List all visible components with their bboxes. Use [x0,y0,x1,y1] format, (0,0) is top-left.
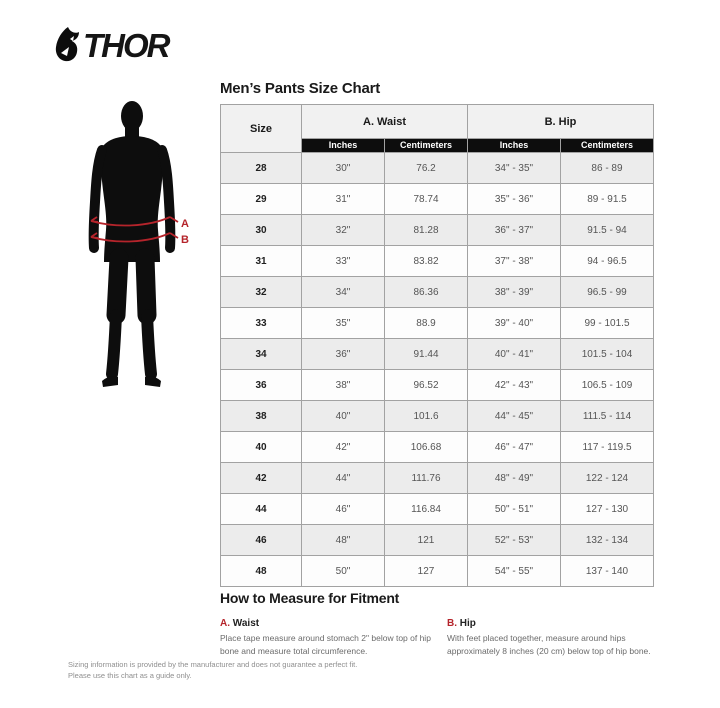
measure-desc-waist: Place tape measure around stomach 2" below top of hip bone and measure total circumference. [220,633,431,656]
waist-inches-cell: 30" [302,153,385,184]
size-chart-table [220,104,654,587]
waist-centimeters-cell: 76.2 [385,153,468,184]
size-cell: 31 [221,246,302,277]
hip-centimeters-cell: 96.5 - 99 [561,277,654,308]
hip-inches-cell: 37" - 38" [468,246,561,277]
hip-inches-cell: 36" - 37" [468,215,561,246]
waist-inches-cell: 44" [302,463,385,494]
size-cell: 32 [221,277,302,308]
hip-inches-cell: 40" - 41" [468,339,561,370]
how-to-measure-title: How to Measure for Fitment [220,590,400,606]
size-cell: 46 [221,525,302,556]
size-cell: 30 [221,215,302,246]
table-row [221,494,654,525]
hip-inches-cell: 52" - 53" [468,525,561,556]
hip-centimeters-cell: 94 - 96.5 [561,246,654,277]
measure-prefix-a: A. [220,618,230,629]
waist-inches-cell: 33" [302,246,385,277]
waist-inches-cell: 34" [302,277,385,308]
hip-centimeters-cell: 89 - 91.5 [561,184,654,215]
size-cell: 29 [221,184,302,215]
group-header-row [221,105,654,139]
male-silhouette-icon [88,100,200,394]
measure-name-hip: Hip [459,618,476,629]
size-cell: 40 [221,432,302,463]
size-column-header: Size [221,105,302,153]
waist-centimeters-cell: 88.9 [385,308,468,339]
measure-name-waist: Waist [232,618,260,629]
measurement-figure [88,100,200,394]
waist-inches-cell: 36" [302,339,385,370]
waist-centimeters-cell: 111.76 [385,463,468,494]
hip-centimeters-header: Centimeters [561,139,654,153]
size-cell: 34 [221,339,302,370]
hip-inches-cell: 38" - 39" [468,277,561,308]
hip-centimeters-cell: 122 - 124 [561,463,654,494]
hip-centimeters-cell: 111.5 - 114 [561,401,654,432]
waist-inches-cell: 32" [302,215,385,246]
waist-centimeters-cell: 96.52 [385,370,468,401]
hip-inches-cell: 50" - 51" [468,494,561,525]
how-to-measure-section [220,590,656,668]
waist-inches-cell: 42" [302,432,385,463]
size-cell: 48 [221,556,302,587]
waist-inches-cell: 50" [302,556,385,587]
hip-group-header: B. Hip [468,105,654,139]
waist-inches-cell: 38" [302,370,385,401]
size-cell: 33 [221,308,302,339]
measure-label-hip [447,618,665,629]
thor-logo-text: THOR [83,27,169,64]
table-row [221,184,654,215]
page-title: Men’s Pants Size Chart [220,80,381,97]
table-row [221,370,654,401]
sizing-disclaimer [68,660,388,682]
size-cell: 42 [221,463,302,494]
waist-centimeters-cell: 91.44 [385,339,468,370]
hip-inches-cell: 39" - 40" [468,308,561,339]
size-cell: 28 [221,153,302,184]
disclaimer-line-2: Please use this chart as a guide only. [68,670,192,680]
waist-inches-cell: 31" [302,184,385,215]
hip-inches-cell: 35" - 36" [468,184,561,215]
thor-logo-graphic [54,26,182,66]
measure-prefix-b: B. [447,618,457,629]
waist-inches-cell: 46" [302,494,385,525]
table-row [221,556,654,587]
size-chart-body [221,153,654,587]
waist-centimeters-cell: 78.74 [385,184,468,215]
waist-centimeters-cell: 86.36 [385,277,468,308]
size-cell: 38 [221,401,302,432]
hip-inches-cell: 48" - 49" [468,463,561,494]
table-row [221,215,654,246]
hip-centimeters-cell: 106.5 - 109 [561,370,654,401]
table-row [221,153,654,184]
hip-centimeters-cell: 91.5 - 94 [561,215,654,246]
waist-centimeters-cell: 127 [385,556,468,587]
measure-label-waist [220,618,438,629]
waist-inches-cell: 48" [302,525,385,556]
measure-item-waist [220,618,438,658]
hip-centimeters-cell: 132 - 134 [561,525,654,556]
hip-inches-cell: 34" - 35" [468,153,561,184]
figure-label-a: A [181,218,189,230]
table-row [221,308,654,339]
waist-centimeters-cell: 121 [385,525,468,556]
thor-logo [54,26,182,66]
hip-inches-cell: 46" - 47" [468,432,561,463]
thor-goat-head-icon [56,27,79,61]
size-cell: 44 [221,494,302,525]
waist-centimeters-cell: 116.84 [385,494,468,525]
waist-centimeters-cell: 81.28 [385,215,468,246]
waist-inches-cell: 35" [302,308,385,339]
size-chart [220,104,654,587]
waist-centimeters-cell: 101.6 [385,401,468,432]
table-row [221,401,654,432]
hip-centimeters-cell: 117 - 119.5 [561,432,654,463]
size-cell: 36 [221,370,302,401]
hip-inches-header: Inches [468,139,561,153]
waist-group-header: A. Waist [302,105,468,139]
hip-inches-cell: 54" - 55" [468,556,561,587]
waist-inches-cell: 40" [302,401,385,432]
waist-centimeters-cell: 83.82 [385,246,468,277]
table-row [221,277,654,308]
table-row [221,339,654,370]
hip-centimeters-cell: 137 - 140 [561,556,654,587]
hip-centimeters-cell: 127 - 130 [561,494,654,525]
disclaimer-line-1: Sizing information is provided by the manufacturer and does not guarantee a perfect fit. [68,660,358,669]
waist-centimeters-header: Centimeters [385,139,468,153]
table-row [221,432,654,463]
waist-inches-header: Inches [302,139,385,153]
hip-inches-cell: 44" - 45" [468,401,561,432]
table-row [221,463,654,494]
waist-centimeters-cell: 106.68 [385,432,468,463]
hip-centimeters-cell: 101.5 - 104 [561,339,654,370]
hip-centimeters-cell: 86 - 89 [561,153,654,184]
measure-desc-hip: With feet placed together, measure around hips approximately 8 inches (20 cm) below top of hip bone. [447,633,651,656]
figure-label-b: B [181,234,189,246]
measure-item-hip [447,618,665,658]
table-row [221,246,654,277]
hip-inches-cell: 42" - 43" [468,370,561,401]
hip-centimeters-cell: 99 - 101.5 [561,308,654,339]
table-row [221,525,654,556]
